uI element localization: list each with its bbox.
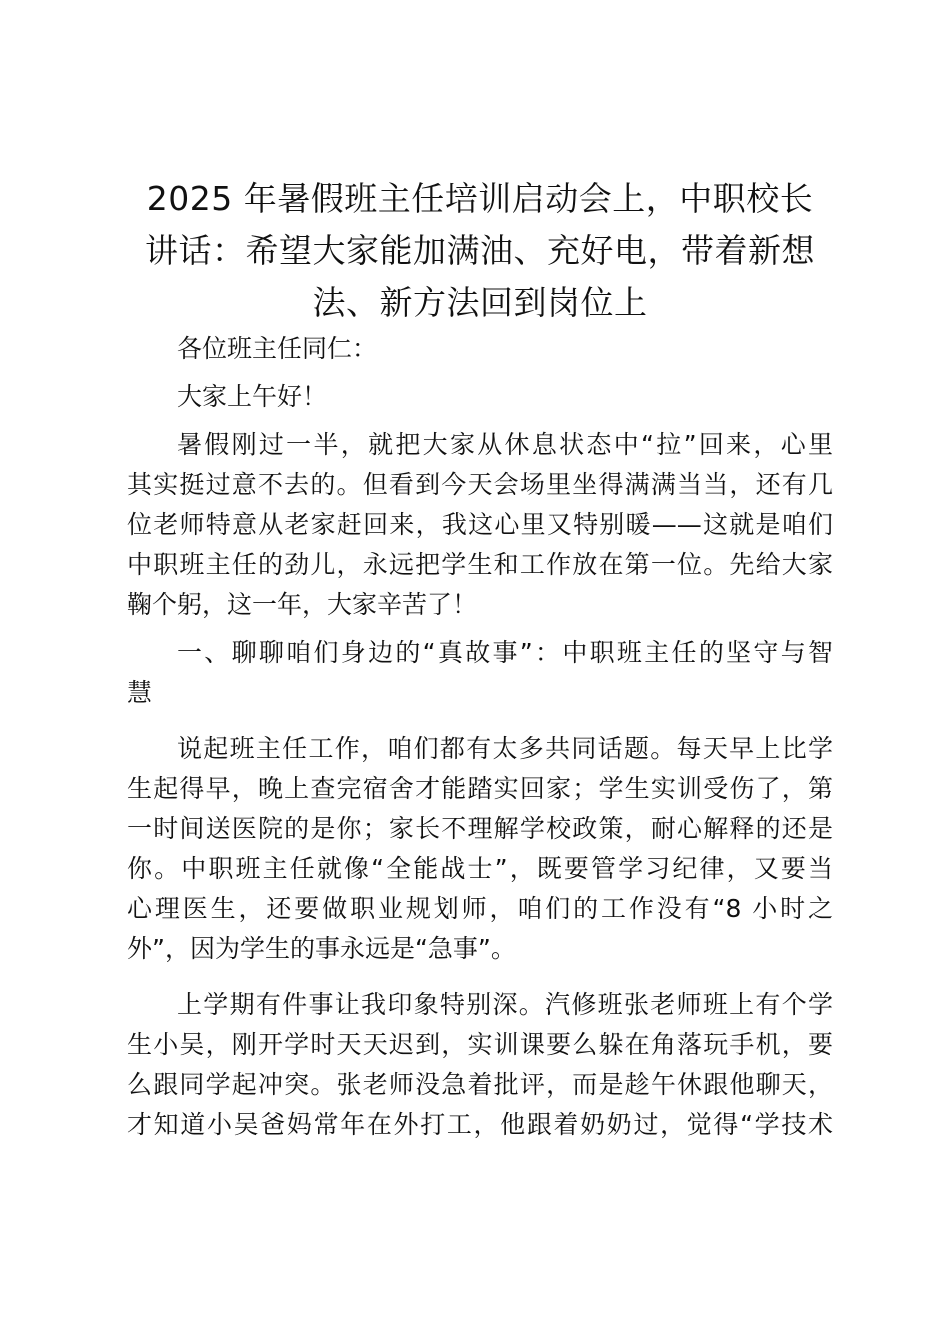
paragraph-line: 你。中职班主任就像“全能战士”，既要管学习纪律，又要当: [127, 854, 833, 883]
paragraph-line: 说起班主任工作，咱们都有太多共同话题。每天早上比学: [177, 734, 833, 763]
paragraph-line: 心理医生，还要做职业规划师，咱们的工作没有“8 小时之: [127, 894, 833, 923]
document-body: [127, 329, 833, 1145]
paragraph-line: 中职班主任的劲儿，永远把学生和工作放在第一位。先给大家: [127, 550, 833, 579]
paragraph-line: 暑假刚过一半，就把大家从休息状态中“拉”回来，心里: [177, 430, 833, 459]
paragraph-line: 其实挺过意不去的。但看到今天会场里坐得满满当当，还有几: [127, 470, 833, 499]
salutation: [127, 329, 833, 369]
title-line: 法、新方法回到岗位上: [312, 283, 648, 322]
greeting: [127, 377, 833, 417]
paragraph-line: 鞠个躬，这一年，大家辛苦了！: [127, 590, 478, 619]
heading-line: 一、聊聊咱们身边的“真故事”：中职班主任的坚守与智: [177, 638, 833, 667]
salutation-line: 各位班主任同仁：: [177, 334, 378, 363]
paragraph-story: [127, 985, 833, 1145]
paragraph-line: 外”，因为学生的事永远是“急事”。: [127, 934, 516, 963]
paragraph-line: 才知道小吴爸妈常年在外打工，他跟着奶奶过，觉得“学技术: [127, 1110, 833, 1139]
paragraph-opening: [127, 425, 833, 625]
section-heading: [127, 633, 833, 713]
heading-line: 慧: [127, 678, 153, 707]
greeting-line: 大家上午好！: [177, 382, 328, 411]
paragraph-line: 上学期有件事让我印象特别深。汽修班张老师班上有个学: [177, 990, 833, 1019]
title-line: 讲话：希望大家能加满油、充好电，带着新想: [145, 231, 815, 270]
paragraph-line: 生起得早，晚上查完宿舍才能踏实回家；学生实训受伤了，第: [127, 774, 833, 803]
paragraph-line: 生小吴，刚开学时天天迟到，实训课要么躲在角落玩手机，要: [127, 1030, 833, 1059]
paragraph-line: 位老师特意从老家赶回来，我这心里又特别暖——这就是咱们: [127, 510, 833, 539]
document-title: [122, 173, 838, 329]
title-line: 2025 年暑假班主任培训启动会上，中职校长: [146, 179, 814, 218]
paragraph-line: 一时间送医院的是你；家长不理解学校政策，耐心解释的还是: [127, 814, 833, 843]
paragraph-duties: [127, 729, 833, 969]
paragraph-line: 么跟同学起冲突。张老师没急着批评，而是趁午休跟他聊天，: [127, 1070, 833, 1099]
